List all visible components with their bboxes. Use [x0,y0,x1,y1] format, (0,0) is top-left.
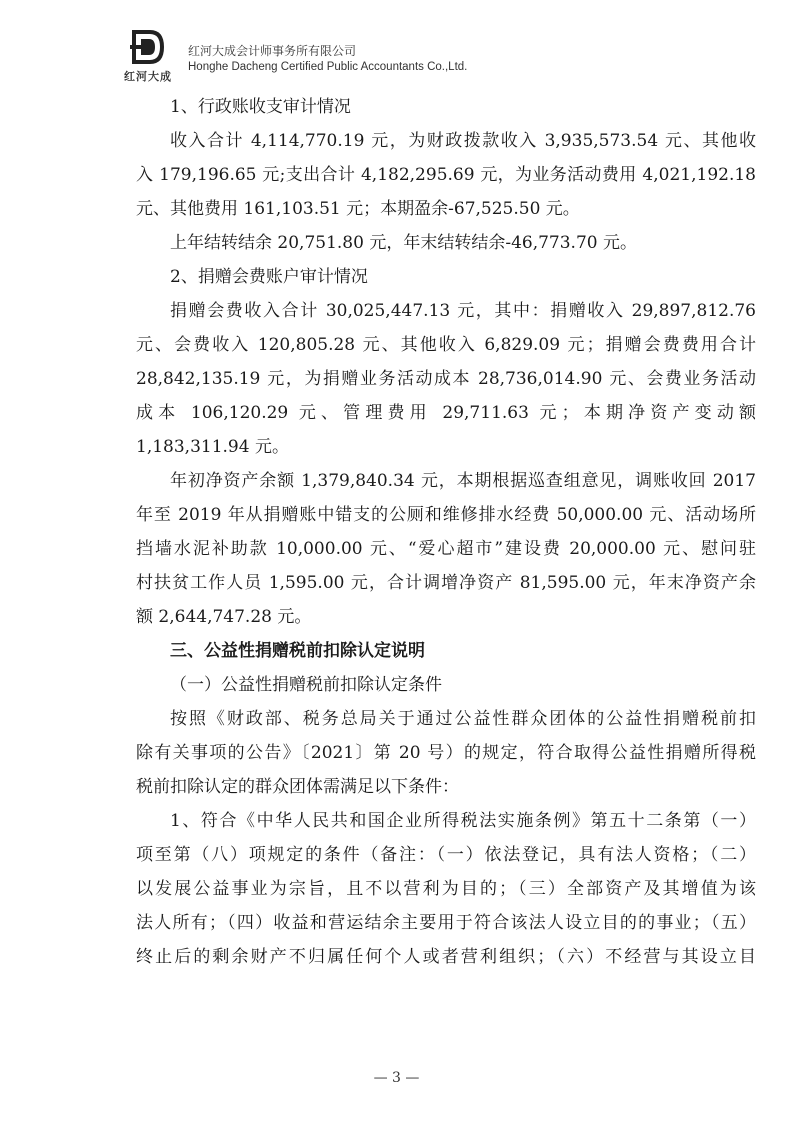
subsection-heading: 1、行政账收支审计情况 [170,97,351,117]
paragraph-line: 以发展公益事业为宗旨，且不以营利为目的；（三）全部资产及其增值为该 [136,879,756,899]
subsection-heading: （一）公益性捐赠税前扣除认定条件 [170,675,442,695]
paragraph-line: 年至 2019 年从捐赠账中错支的公厕和维修排水经费 50,000.00 元、活动场所 [136,505,756,525]
paragraph-line: 收入合计 4,114,770.19 元，为财政拨款收入 3,935,573.54 元、其他收 [170,131,756,151]
logo-text: 红河大成 [124,70,172,83]
paragraph-line: 除有关事项的公告》〔2021〕第 20 号）的规定，符合取得公益性捐赠所得税 [136,743,756,763]
paragraph-line: 28,842,135.19 元，为捐赠业务活动成本 28,736,014.90 元、会费业务活动 [136,369,756,389]
document-body [136,90,756,974]
letterhead [118,30,678,90]
paragraph-line: 成本 106,120.29 元、管理费用 29,711.63 元；本期净资产变动额 [136,403,756,423]
paragraph-line: 入 179,196.65 元;支出合计 4,182,295.69 元，为业务活动费用 4,021,192.18 [136,165,756,185]
paragraph-line: 捐赠会费收入合计 30,025,447.13 元，其中：捐赠收入 29,897,812.76 [170,301,756,321]
subsection-heading: 2、捐赠会费账户审计情况 [170,267,368,287]
paragraph-line: 元、会费收入 120,805.28 元、其他收入 6,829.09 元；捐赠会费费用合计 [136,335,756,355]
firm-name-cn: 红河大成会计师事务所有限公司 [188,44,357,58]
paragraph-line: 按照《财政部、税务总局关于通过公益性群众团体的公益性捐赠税前扣 [170,709,756,729]
paragraph-line: 元、其他费用 161,103.51 元；本期盈余-67,525.50 元。 [136,199,580,219]
paragraph-line: 税前扣除认定的群众团体需满足以下条件： [136,777,459,797]
firm-logo [118,30,178,88]
paragraph-line: 1、符合《中华人民共和国企业所得税法实施条例》第五十二条第（一） [170,811,756,831]
paragraph-line: 额 2,644,747.28 元。 [136,607,312,627]
paragraph-line: 法人所有；（四）收益和营运结余主要用于符合该法人设立目的的事业；（五） [136,913,756,933]
paragraph-line: 项至第（八）项规定的条件（备注：（一）依法登记，具有法人资格；（二） [136,845,756,865]
paragraph-line: 终止后的剩余财产不归属任何个人或者营利组织；（六）不经营与其设立目 [136,947,756,967]
firm-name-en: Honghe Dacheng Certified Public Accountants Co.,Ltd. [188,61,468,73]
paragraph-line: 上年结转结余 20,751.80 元，年末结转结余-46,773.70 元。 [170,233,637,253]
paragraph-line: 1,183,311.94 元。 [136,437,289,457]
firm-logo-icon [128,30,164,64]
paragraph-line: 村扶贫工作人员 1,595.00 元，合计调增净资产 81,595.00 元，年末净资产余 [136,573,756,593]
paragraph-line: 挡墙水泥补助款 10,000.00 元、“爱心超市”建设费 20,000.00 元、慰问驻 [136,539,756,559]
paragraph-line: 年初净资产余额 1,379,840.34 元，本期根据巡查组意见，调账收回 2017 [170,471,756,491]
section-heading: 三、公益性捐赠税前扣除认定说明 [170,641,425,661]
page-number: — 3 — [373,1070,420,1086]
